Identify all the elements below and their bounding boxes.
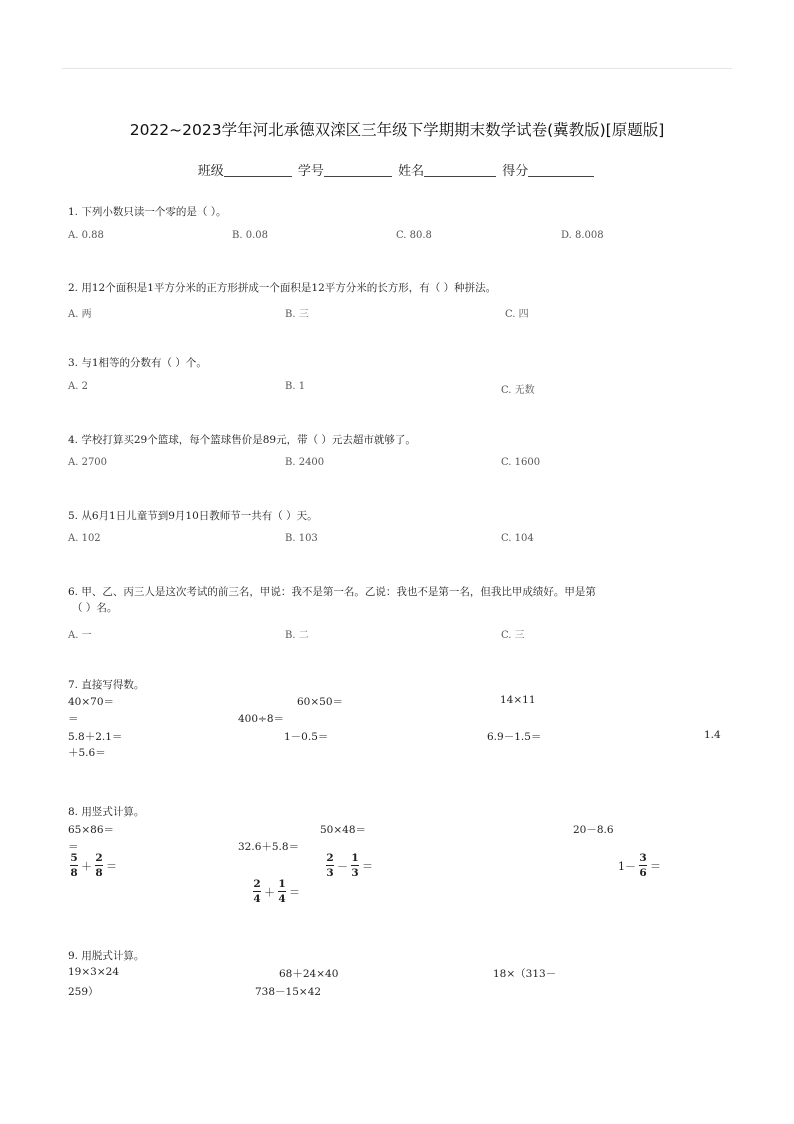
q9-item-2: 68＋24×40 bbox=[279, 968, 339, 980]
q8-item-4: 32.6＋5.8＝ bbox=[238, 841, 300, 853]
question-7-stem: 7. 直接写得数。 bbox=[68, 679, 145, 691]
fraction: $\frac{1}{4}$ bbox=[278, 878, 286, 905]
q9-item-3: 18×（313－ bbox=[493, 968, 557, 980]
q8-fraction-2: $\frac{2}{3}$ － $\frac{1}{3}$ ＝ bbox=[326, 852, 373, 879]
q9-item-4: 738－15×42 bbox=[255, 986, 322, 998]
q4-option-a[interactable]: A. 2700 bbox=[68, 457, 108, 468]
q9-item-1: 19×3×24 bbox=[68, 966, 119, 978]
q7-item-6: 1－0.5＝ bbox=[284, 731, 329, 743]
page-title: 2022~2023学年河北承德双滦区三年级下学期期末数学试卷(冀教版)[原题版] bbox=[129, 121, 665, 139]
question-6-stem-line1: 6. 甲、乙、丙三人是这次考试的前三名，甲说：我不是第一名。乙说：我也不是第一名，但我比甲成绩好。甲是第 bbox=[68, 586, 596, 598]
question-1-stem: 1. 下列小数只读一个零的是（ ）。 bbox=[68, 206, 227, 218]
fraction: $\frac{2}{3}$ bbox=[326, 852, 334, 879]
question-5-stem: 5. 从6月1日儿童节到9月10日教师节一共有（ ）天。 bbox=[68, 510, 318, 522]
q7-item-3-cont: ＝ bbox=[68, 713, 79, 725]
q8-item-1: 65×86＝ bbox=[68, 824, 115, 836]
q3-option-a[interactable]: A. 2 bbox=[68, 381, 88, 392]
q6-option-a[interactable]: A. 一 bbox=[68, 630, 92, 641]
q1-option-a[interactable]: A. 0.88 bbox=[68, 230, 104, 241]
question-6-stem-line2: （ ）名。 bbox=[72, 602, 118, 614]
q8-fraction-3: 1－ $\frac{3}{6}$ ＝ bbox=[618, 852, 661, 879]
fraction: $\frac{5}{8}$ bbox=[70, 852, 78, 879]
q8-fraction-1: $\frac{5}{8}$ ＋ $\frac{2}{8}$ ＝ bbox=[70, 852, 117, 879]
question-4-stem: 4. 学校打算买29个篮球，每个篮球售价是89元，带（ ）元去超市就够了。 bbox=[68, 434, 416, 446]
q3-option-c[interactable]: C. 无数 bbox=[501, 385, 535, 396]
fraction: $\frac{3}{6}$ bbox=[639, 852, 647, 879]
q6-option-c[interactable]: C. 三 bbox=[501, 630, 525, 641]
q7-item-5: 5.8＋2.1＝ bbox=[68, 731, 123, 743]
q7-item-8: 1.4 bbox=[704, 729, 721, 741]
q7-item-7: 6.9－1.5＝ bbox=[487, 731, 542, 743]
fraction: $\frac{1}{3}$ bbox=[351, 852, 359, 879]
student-info-row bbox=[0, 160, 794, 179]
q3-option-b[interactable]: B. 1 bbox=[285, 381, 306, 392]
q5-option-b[interactable]: B. 103 bbox=[285, 533, 318, 544]
q1-option-c[interactable]: C. 80.8 bbox=[396, 230, 432, 241]
question-3-stem: 3. 与1相等的分数有（ ）个。 bbox=[68, 357, 207, 369]
q2-option-a[interactable]: A. 两 bbox=[68, 309, 92, 320]
class-field[interactable]: 班级 bbox=[198, 160, 294, 179]
q2-option-c[interactable]: C. 四 bbox=[505, 309, 529, 320]
q8-item-3-cont: ＝ bbox=[68, 841, 79, 853]
question-8-stem: 8. 用竖式计算。 bbox=[68, 806, 145, 818]
q4-option-b[interactable]: B. 2400 bbox=[285, 457, 325, 468]
q7-item-3: 14×11 bbox=[500, 694, 536, 706]
q7-item-1: 40×70＝ bbox=[68, 696, 115, 708]
q8-item-2: 50×48＝ bbox=[320, 824, 367, 836]
q7-item-4: 400÷8＝ bbox=[238, 713, 285, 725]
q1-option-b[interactable]: B. 0.08 bbox=[232, 230, 268, 241]
q2-option-b[interactable]: B. 三 bbox=[285, 309, 309, 320]
q9-item-3-cont: 259） bbox=[68, 986, 99, 998]
fraction: $\frac{2}{4}$ bbox=[253, 878, 261, 905]
q8-item-3: 20－8.6 bbox=[573, 824, 614, 836]
question-2-stem: 2. 用12个面积是1平方分米的正方形拼成一个面积是12平方分米的长方形，有（ ）种拼法。 bbox=[68, 282, 497, 294]
q5-option-c[interactable]: C. 104 bbox=[501, 533, 534, 544]
number-field[interactable]: 学号 bbox=[298, 160, 394, 179]
q8-fraction-4: $\frac{2}{4}$ ＋ $\frac{1}{4}$ ＝ bbox=[253, 878, 300, 905]
q7-item-2: 60×50＝ bbox=[297, 696, 344, 708]
q4-option-c[interactable]: C. 1600 bbox=[501, 457, 541, 468]
score-field[interactable]: 得分 bbox=[502, 160, 596, 179]
fraction: $\frac{2}{8}$ bbox=[95, 852, 103, 879]
q6-option-b[interactable]: B. 二 bbox=[285, 630, 309, 641]
question-9-stem: 9. 用脱式计算。 bbox=[68, 950, 145, 962]
name-field[interactable]: 姓名 bbox=[398, 160, 498, 179]
q1-option-d[interactable]: D. 8.008 bbox=[561, 230, 604, 241]
q5-option-a[interactable]: A. 102 bbox=[68, 533, 101, 544]
q7-item-8-cont: ＋5.6＝ bbox=[68, 747, 106, 759]
header-rule bbox=[62, 68, 732, 69]
